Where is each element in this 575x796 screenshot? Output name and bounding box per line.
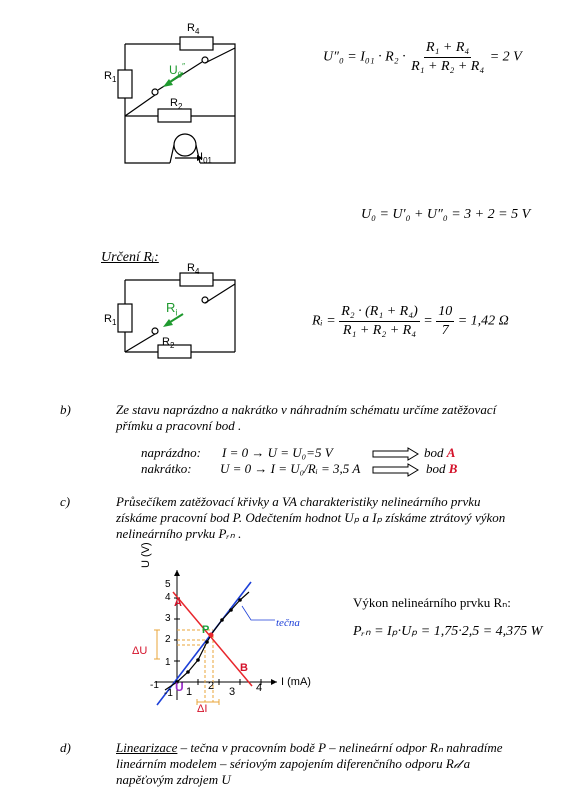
graph-point-p: P [202, 624, 210, 636]
section-heading-ri: Určení Rᵢ: [101, 250, 159, 265]
circuit-diagram-1 [95, 18, 255, 168]
y-tick-4: 4 [165, 592, 171, 603]
equation-u0-double-prime: U″₀ = I₀₁ · R₂ · $\frac{\text{R₁ + R₄}}{\text{R₁ + R₂ + R₄}}$ = 2 V [323, 40, 522, 74]
point-b-label: B [448, 461, 458, 476]
idle-result: bod A [424, 445, 456, 460]
c1-r1-label: $R_1$ [104, 70, 117, 85]
y-tick-2: 2 [165, 634, 171, 645]
graph-delta-u: ΔU [132, 645, 148, 657]
item-c-text-3: nelineárního prvku Pᵣₙ . [116, 526, 242, 541]
item-c-marker: c) [60, 494, 71, 509]
c2-r2-label: $R_2$ [162, 336, 175, 351]
x-tick-1: 1 [186, 686, 193, 698]
power-formula: Pᵣₙ = Iₚ·Uₚ = 1,75·2,5 = 4,375 W [353, 624, 543, 639]
c2-ri-label: $R_i$ [166, 300, 178, 318]
idle-label: naprázdno: [141, 445, 201, 460]
item-c-text-1: Průsečíkem zatěžovací křivky a VA charakteristiky nelineárního prvku [116, 494, 481, 509]
short-result: bod B [426, 461, 458, 476]
idle-equation: I = 0 → U = U₀=5 V [222, 445, 333, 460]
idle-arrow [372, 447, 420, 461]
y-tick-1: 1 [165, 657, 171, 668]
x-tick-2: 2 [208, 680, 215, 692]
point-a-label: A [446, 445, 456, 460]
short-equation: U = 0 → I = U₀/Rᵢ = 3,5 A [220, 461, 361, 476]
item-d-marker: d) [60, 740, 71, 755]
graph-tangent-label: tečna [276, 617, 300, 629]
c2-r1-label: $R_1$ [104, 313, 117, 328]
graph-point-a: A [174, 597, 182, 609]
graph-y-axis-label: U (V) [140, 542, 152, 568]
item-b-text-1: Ze stavu naprázdno a nakrátko v náhradním schématu určíme zatěžovací [116, 402, 497, 417]
short-label: nakrátko: [141, 461, 192, 476]
power-heading: Výkon nelineárního prvku Rₙ: [353, 595, 511, 610]
y-tick-5: 5 [165, 579, 171, 590]
c1-i01-label: $I_{01}$ [200, 151, 212, 166]
c1-r2-label: $R_2$ [170, 97, 183, 112]
neg-y-tick: -1 [164, 688, 173, 699]
item-c-text-2: získáme pracovní bod P. Odečtením hodnot Uₚ a Iₚ získáme ztrátový výkon [116, 510, 506, 525]
c1-r4-label: $R_4$ [187, 22, 200, 37]
item-d-text-3: napěťovým zdrojem U [116, 772, 231, 787]
x-tick-3: 3 [229, 686, 236, 698]
short-arrow [372, 463, 420, 477]
equation-ri: Rᵢ = $\frac{\text{R₂ · (R₁ + R₄)}}{\text{R₁ + R₂ + R₄}}$ = $\frac{10}{7}$ = 1,42 Ω [312, 304, 509, 338]
neg-x-tick: -1 [150, 680, 159, 691]
graph-u-label: U [175, 680, 184, 694]
graph-point-b: B [240, 662, 248, 674]
graph-delta-i: ΔI [197, 703, 208, 715]
item-b-marker: b) [60, 402, 71, 417]
c1-u0-label: $U_0''$ [169, 62, 185, 80]
item-d-text-1: Linearizace – tečna v pracovním bodě P – nelineární odpor Rₙ nahradíme [116, 740, 503, 755]
item-b-text-2: přímku a pracovní bod . [116, 418, 242, 433]
y-tick-3: 3 [165, 613, 171, 624]
equation-u0-sum: U₀ = U′₀ + U″₀ = 3 + 2 = 5 V [361, 207, 531, 222]
item-d-text-2: lineárním modelem – sériovým zapojením diferenčního odporu R𝒹 a [116, 756, 471, 771]
va-characteristic-graph [125, 562, 325, 722]
graph-x-axis-label: I (mA) [281, 676, 311, 688]
c2-r4-label: $R_4$ [187, 262, 200, 277]
linearizace-term: Linearizace [116, 740, 178, 755]
x-tick-4: 4 [256, 682, 263, 694]
